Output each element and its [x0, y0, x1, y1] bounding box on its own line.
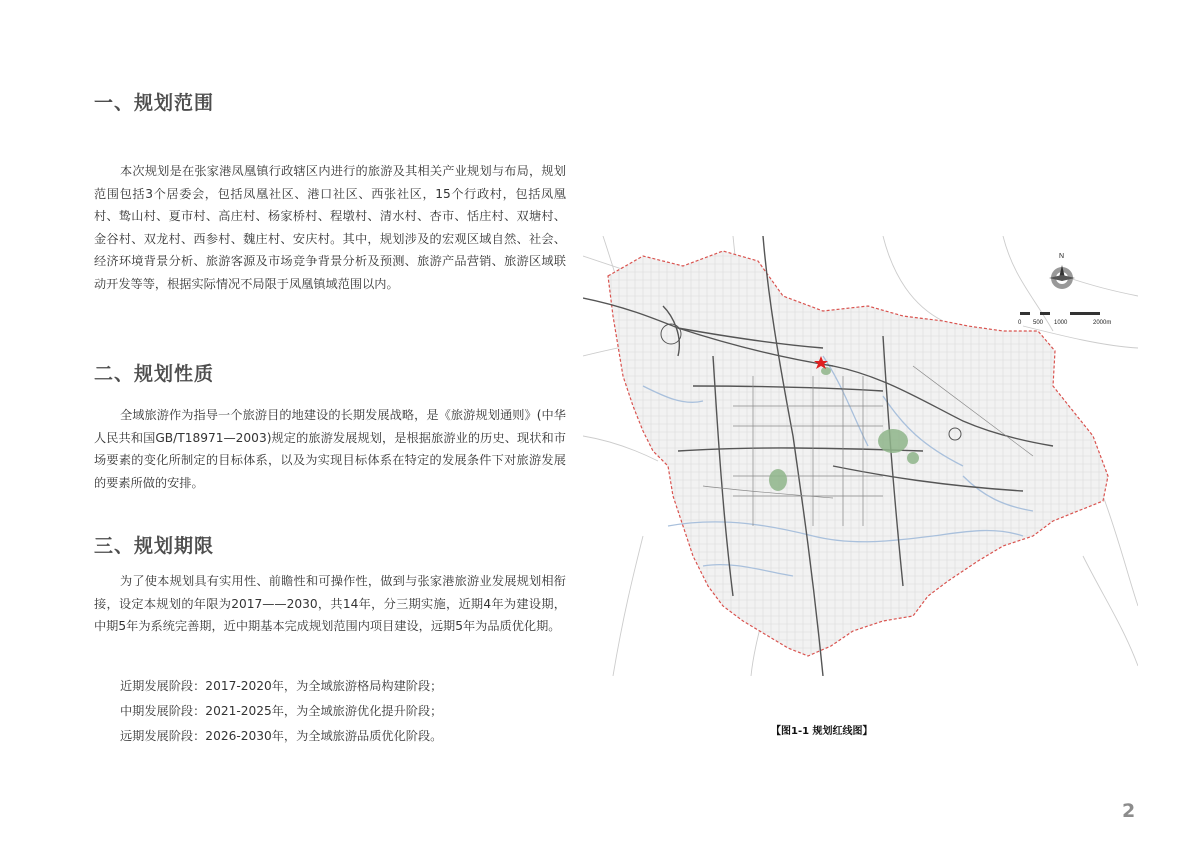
- stage-item-far: 远期发展阶段：2026-2030年，为全域旅游品质优化阶段。: [120, 729, 443, 743]
- stage-list: [120, 674, 442, 749]
- map-svg: [583, 236, 1138, 676]
- scale-bar: [1020, 312, 1100, 315]
- scale-label-0: 0: [1018, 320, 1022, 326]
- section-paragraph-period: 为了使本规划具有实用性、前瞻性和可操作性，做到与张家港旅游业发展规划相衔接，设定本规划的年限为2017——2030，共14年，分三期实施，近期4年为建设期，中期5年为系统完善期，近中期基本完成规划范围内项目建设，远期5年为品质优化期。: [94, 574, 566, 633]
- scale-label-2000m: 2000m: [1093, 320, 1112, 326]
- north-label: N: [1059, 253, 1065, 260]
- stage-item-near: 近期发展阶段：2017-2020年，为全域旅游格局构建阶段；: [120, 679, 443, 693]
- section-heading-period: 三、规划期限: [94, 535, 215, 557]
- section-paragraph-nature: 全域旅游作为指导一个旅游目的地建设的长期发展战略，是《旅游规划通则》(中华人民共和国GB/T18971—2003)规定的旅游发展规划，是根据旅游业的历史、现状和市场要素的变化所制定的目标体系，以及为实现目标体系在特定的发展条件下对旅游发展的要素所做的安排。: [94, 408, 566, 490]
- planning-redline-map: [583, 236, 1138, 676]
- stage-item-mid: 中期发展阶段：2021-2025年，为全域旅游优化提升阶段；: [120, 704, 443, 718]
- section-heading-scope: 一、规划范围: [94, 92, 215, 114]
- planning-boundary: [608, 251, 1108, 656]
- section-heading-nature: 二、规划性质: [94, 363, 215, 385]
- compass-icon: [1049, 265, 1075, 289]
- scale-label-500: 500: [1033, 320, 1044, 326]
- scale-label-1000: 1000: [1054, 320, 1068, 326]
- page-number: 2: [1122, 800, 1136, 822]
- map-caption: 【图1-1 规划红线图】: [771, 726, 873, 737]
- section-paragraph-scope: 本次规划是在张家港凤凰镇行政辖区内进行的旅游及其相关产业规划与布局，规划范围包括3个居委会，包括凤凰社区、港口社区、西张社区，15个行政村，包括凤凰村、鸷山村、夏市村、高庄村、杨家桥村、程墩村、清水村、杏市、恬庄村、双塘村、金谷村、双龙村、西参村、魏庄村、安庆村。其中，规划涉及的宏观区域自然、社会、经济环境背景分析、旅游客源及市场竞争背景分析及预测、旅游产品营销、旅游区域联动开发等等，根据实际情况不局限于凤凰镇域范围以内。: [94, 164, 566, 291]
